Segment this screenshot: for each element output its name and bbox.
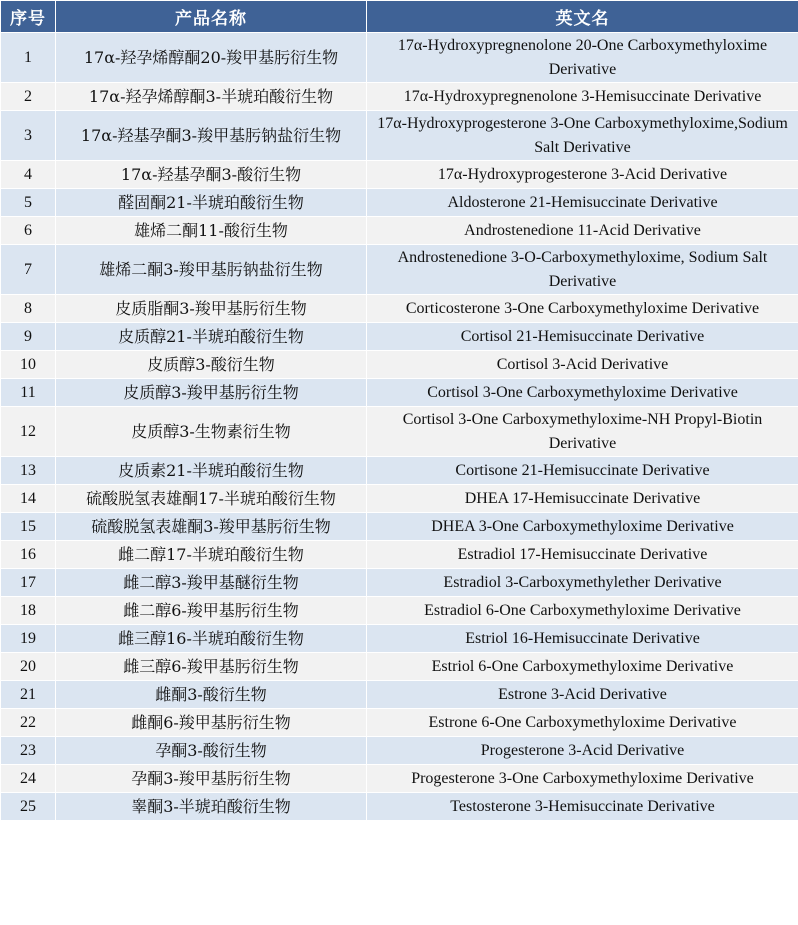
row-serial-number: 2 [1,83,56,111]
row-product-name: 雌酮6-羧甲基肟衍生物 [56,709,367,737]
row-serial-number: 20 [1,653,56,681]
row-serial-number: 8 [1,295,56,323]
table-row [1,485,798,513]
row-product-name: 孕酮3-酸衍生物 [56,737,367,765]
row-product-name: 17α-羟基孕酮3-羧甲基肟钠盐衍生物 [56,111,367,161]
table-row [1,83,798,111]
row-english-name: Cortisone 21-Hemisuccinate Derivative [367,457,798,485]
table-row [1,161,798,189]
header-product-name: 产品名称 [56,1,367,33]
table-row [1,217,798,245]
table-row [1,625,798,653]
row-product-name: 雌酮3-酸衍生物 [56,681,367,709]
row-serial-number: 18 [1,597,56,625]
header-row [1,1,798,33]
row-english-name: Progesterone 3-Acid Derivative [367,737,798,765]
row-product-name: 雌二醇6-羧甲基肟衍生物 [56,597,367,625]
row-product-name: 雄烯二酮11-酸衍生物 [56,217,367,245]
row-serial-number: 4 [1,161,56,189]
table-header [1,1,798,33]
table-row [1,323,798,351]
row-english-name: Testosterone 3-Hemisuccinate Derivative [367,793,798,821]
row-product-name: 醛固酮21-半琥珀酸衍生物 [56,189,367,217]
row-english-name: Estrone 6-One Carboxymethyloxime Derivative [367,709,798,737]
table-row [1,513,798,541]
row-english-name: Cortisol 21-Hemisuccinate Derivative [367,323,798,351]
table-row [1,709,798,737]
row-serial-number: 24 [1,765,56,793]
row-english-name: 17α-Hydroxypregnenolone 20-One Carboxymethyloxime Derivative [367,33,798,83]
row-serial-number: 11 [1,379,56,407]
row-english-name: Progesterone 3-One Carboxymethyloxime Derivative [367,765,798,793]
table-row [1,737,798,765]
row-english-name: DHEA 3-One Carboxymethyloxime Derivative [367,513,798,541]
table-body [1,33,798,821]
row-english-name: Estriol 6-One Carboxymethyloxime Derivative [367,653,798,681]
row-serial-number: 14 [1,485,56,513]
row-product-name: 17α-羟孕烯醇酮3-半琥珀酸衍生物 [56,83,367,111]
table-row [1,379,798,407]
row-serial-number: 9 [1,323,56,351]
row-product-name: 皮质醇21-半琥珀酸衍生物 [56,323,367,351]
row-product-name: 17α-羟基孕酮3-酸衍生物 [56,161,367,189]
row-english-name: Androstenedione 11-Acid Derivative [367,217,798,245]
row-english-name: Estradiol 17-Hemisuccinate Derivative [367,541,798,569]
row-english-name: Estrone 3-Acid Derivative [367,681,798,709]
row-serial-number: 21 [1,681,56,709]
row-english-name: 17α-Hydroxyprogesterone 3-Acid Derivative [367,161,798,189]
row-serial-number: 25 [1,793,56,821]
row-product-name: 皮质醇3-羧甲基肟衍生物 [56,379,367,407]
row-english-name: 17α-Hydroxyprogesterone 3-One Carboxymethyloxime,Sodium Salt Derivative [367,111,798,161]
row-product-name: 皮质脂酮3-羧甲基肟衍生物 [56,295,367,323]
row-product-name: 雌二醇17-半琥珀酸衍生物 [56,541,367,569]
row-product-name: 皮质醇3-生物素衍生物 [56,407,367,457]
row-serial-number: 1 [1,33,56,83]
row-product-name: 硫酸脱氢表雄酮3-羧甲基肟衍生物 [56,513,367,541]
row-serial-number: 19 [1,625,56,653]
row-product-name: 雄烯二酮3-羧甲基肟钠盐衍生物 [56,245,367,295]
row-english-name: Cortisol 3-One Carboxymethyloxime Derivative [367,379,798,407]
table-row [1,189,798,217]
table-row [1,33,798,83]
table-row [1,295,798,323]
table-row [1,653,798,681]
header-serial-number: 序号 [1,1,56,33]
row-english-name: Aldosterone 21-Hemisuccinate Derivative [367,189,798,217]
row-product-name: 睾酮3-半琥珀酸衍生物 [56,793,367,821]
table-row [1,407,798,457]
row-product-name: 雌三醇6-羧甲基肟衍生物 [56,653,367,681]
row-serial-number: 5 [1,189,56,217]
row-english-name: 17α-Hydroxypregnenolone 3-Hemisuccinate Derivative [367,83,798,111]
row-product-name: 雌二醇3-羧甲基醚衍生物 [56,569,367,597]
table-row [1,681,798,709]
table-row [1,541,798,569]
row-serial-number: 3 [1,111,56,161]
table-row [1,569,798,597]
row-english-name: Estriol 16-Hemisuccinate Derivative [367,625,798,653]
table-row [1,245,798,295]
row-english-name: Estradiol 3-Carboxymethylether Derivative [367,569,798,597]
table-row [1,457,798,485]
row-serial-number: 15 [1,513,56,541]
table-row [1,765,798,793]
row-serial-number: 6 [1,217,56,245]
row-product-name: 皮质醇3-酸衍生物 [56,351,367,379]
row-product-name: 孕酮3-羧甲基肟衍生物 [56,765,367,793]
row-english-name: Cortisol 3-One Carboxymethyloxime-NH Propyl-Biotin Derivative [367,407,798,457]
row-product-name: 皮质素21-半琥珀酸衍生物 [56,457,367,485]
row-english-name: DHEA 17-Hemisuccinate Derivative [367,485,798,513]
row-serial-number: 23 [1,737,56,765]
row-serial-number: 16 [1,541,56,569]
row-serial-number: 22 [1,709,56,737]
table-row [1,793,798,821]
row-serial-number: 17 [1,569,56,597]
row-english-name: Estradiol 6-One Carboxymethyloxime Derivative [367,597,798,625]
row-serial-number: 13 [1,457,56,485]
row-serial-number: 10 [1,351,56,379]
table-row [1,111,798,161]
row-english-name: Corticosterone 3-One Carboxymethyloxime Derivative [367,295,798,323]
row-english-name: Androstenedione 3-O-Carboxymethyloxime, Sodium Salt Derivative [367,245,798,295]
header-english-name: 英文名 [367,1,798,33]
table-row [1,351,798,379]
row-product-name: 17α-羟孕烯醇酮20-羧甲基肟衍生物 [56,33,367,83]
row-product-name: 硫酸脱氢表雄酮17-半琥珀酸衍生物 [56,485,367,513]
row-product-name: 雌三醇16-半琥珀酸衍生物 [56,625,367,653]
table-row [1,597,798,625]
row-english-name: Cortisol 3-Acid Derivative [367,351,798,379]
row-serial-number: 7 [1,245,56,295]
row-serial-number: 12 [1,407,56,457]
